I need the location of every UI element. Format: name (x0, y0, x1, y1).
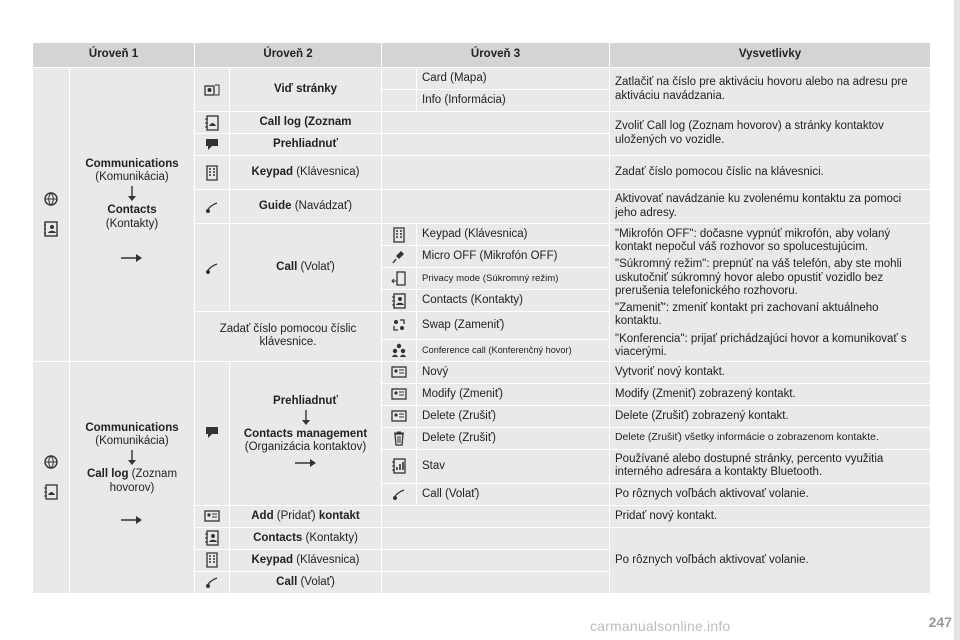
cm-row-call-expl: Po rôznych voľbách aktivovať volanie. (610, 483, 931, 505)
cm-row-modify: Modify (Zmeniť) (417, 383, 610, 405)
arrow-right-icon (121, 253, 143, 263)
call-icon (204, 260, 220, 276)
keypad-label: Keypad (Klávesnica) (230, 156, 382, 190)
section2-level2: Prehliadnuť Contacts management (Organizácia kontaktov) (230, 361, 382, 505)
header-explanations: Vysvetlivky (610, 43, 931, 68)
header-row (33, 43, 931, 68)
keypad-label2: Keypad (Klávesnica) (230, 549, 382, 571)
vid-label: Viď stránky (230, 68, 382, 112)
conference-icon (391, 342, 407, 358)
call-icon (391, 486, 407, 502)
contact-card-icon (391, 386, 407, 402)
call-item-swap: Swap (Zameniť) (417, 312, 610, 340)
arrow-right-icon (295, 458, 317, 468)
globe-icon (43, 454, 59, 470)
calllog-expl: Zvoliť Call log (Zoznam hovorov) a stránky kontaktov uložených vo vozidle. (610, 112, 931, 156)
section2-level1 (70, 361, 195, 593)
call-log-icon (43, 484, 59, 500)
communications-sub: (Komunikácia) (95, 435, 169, 448)
calllog-label: Call log (Zoznam (230, 112, 382, 134)
guide-expl: Aktivovať navádzanie ku zvolenému kontaktu za pomoci jeho adresy. (610, 190, 931, 224)
add-contact-expl: Pridať nový kontakt. (610, 505, 931, 527)
contacts-sub: (Kontakty) (105, 217, 159, 230)
cm-row-new-expl: Vytvoriť nový kontakt. (610, 361, 931, 383)
vid-sub2: Info (Informácia) (417, 90, 610, 112)
last-expl: Po rôznych voľbách aktivovať volanie. (610, 527, 931, 593)
add-contact-label: Add (Pridať) kontakt (230, 505, 382, 527)
cm-row-modify-expl: Modify (Zmeniť) zobrazený kontakt. (610, 383, 931, 405)
contacts-icon (391, 293, 407, 309)
call-item-privacy: Privacy mode (Súkromný režim) (417, 268, 610, 290)
arrow-down-icon (301, 410, 311, 426)
section1-icons (33, 68, 70, 362)
communications-sub: (Komunikácia) (95, 171, 169, 184)
cm-row-status: Stav (417, 449, 610, 483)
cm-row-delete-all: Delete (Zrušiť) (417, 427, 610, 449)
vid-icon-cell (195, 68, 230, 112)
vid-sub1: Card (Mapa) (417, 68, 610, 90)
calllog-label2: Call log (Zoznam hovorov) (86, 468, 178, 494)
menu-table (32, 42, 931, 594)
arrow-down-icon (127, 450, 137, 466)
call-item-contacts: Contacts (Kontakty) (417, 290, 610, 312)
contacts-icon (43, 221, 59, 237)
section2-icons (33, 361, 70, 593)
call-log-icon (204, 115, 220, 131)
page-edge (954, 0, 960, 640)
keypad-icon (391, 227, 407, 243)
cm-row-delete-all-expl: Delete (Zrušiť) všetky informácie o zobrazenom kontakte. (610, 427, 931, 449)
cm-row-delete-expl: Delete (Zrušiť) zobrazený kontakt. (610, 405, 931, 427)
contacts-label: Contacts (107, 204, 157, 217)
watermark: carmanualsonline.info (590, 618, 731, 634)
cm-row-delete: Delete (Zrušiť) (417, 405, 610, 427)
guide-label: Guide (Navádzať) (230, 190, 382, 224)
call-expl: "Mikrofón OFF": dočasne vypnúť mikrofón, aby volaný kontakt nepočul váš rozhovor so spolucestujúcim. "Súkromný režim": prepnúť na váš telefón, aby ste mohli uskutočniť súkromný hovor alebo opustiť vozidlo bez prerušenia telefonického rozhovoru. "Zameniť": zmeniť kontakt pri zachovaní aktuálneho kontaktu. "Konferencia": prijať prichádzajúci hovor a komunikovať s viacerými. (610, 224, 931, 362)
contact-card-icon (391, 408, 407, 424)
vid-expl: Zatlačiť na číslo pre aktiváciu hovoru alebo na adresu pre aktiváciu navádzania. (610, 68, 931, 112)
communications-label: Communications (85, 158, 179, 171)
guide-icon (204, 199, 220, 215)
status-icon (391, 458, 407, 474)
contact-card-icon (391, 364, 407, 380)
contact-card-icon (204, 508, 220, 524)
globe-icon (43, 191, 59, 207)
browse-icon (204, 425, 220, 441)
call-item-keypad: Keypad (Klávesnica) (417, 224, 610, 246)
call-label: Call (Volať) (230, 224, 382, 312)
header-level2: Úroveň 2 (195, 43, 382, 68)
cm-row-call: Call (Volať) (417, 483, 610, 505)
communications-label: Communications (85, 422, 179, 435)
mic-off-icon (391, 249, 407, 265)
contacts-label2: Contacts (Kontakty) (230, 527, 382, 549)
call-item-micoff: Micro OFF (Mikrofón OFF) (417, 246, 610, 268)
call-item-conference: Conference call (Konferenčný hovor) (417, 339, 610, 361)
section1-level1 (70, 68, 195, 362)
keypad-icon (204, 165, 220, 181)
card-icon (204, 82, 220, 98)
trash-icon (391, 430, 407, 446)
cm-row-status-expl: Používané alebo dostupné stránky, percento využitia interného adresára a kontakty Bluetooth. (610, 449, 931, 483)
header-level3: Úroveň 3 (382, 43, 610, 68)
swap-icon (391, 317, 407, 333)
call-sub-text: Zadať číslo pomocou číslic klávesnice. (195, 312, 382, 362)
browse-icon (204, 137, 220, 153)
cm-row-new: Nový (417, 361, 610, 383)
header-level1: Úroveň 1 (33, 43, 195, 68)
call-label2: Call (Volať) (230, 571, 382, 593)
call-icon (204, 574, 220, 590)
contacts-icon (204, 530, 220, 546)
browse-label: Prehliadnuť (230, 134, 382, 156)
arrow-down-icon (127, 186, 137, 202)
page-number: 247 (928, 614, 952, 630)
privacy-icon (391, 271, 407, 287)
arrow-right-icon (121, 515, 143, 525)
keypad-icon (204, 552, 220, 568)
keypad-expl: Zadať číslo pomocou číslic na klávesnici. (610, 156, 931, 190)
